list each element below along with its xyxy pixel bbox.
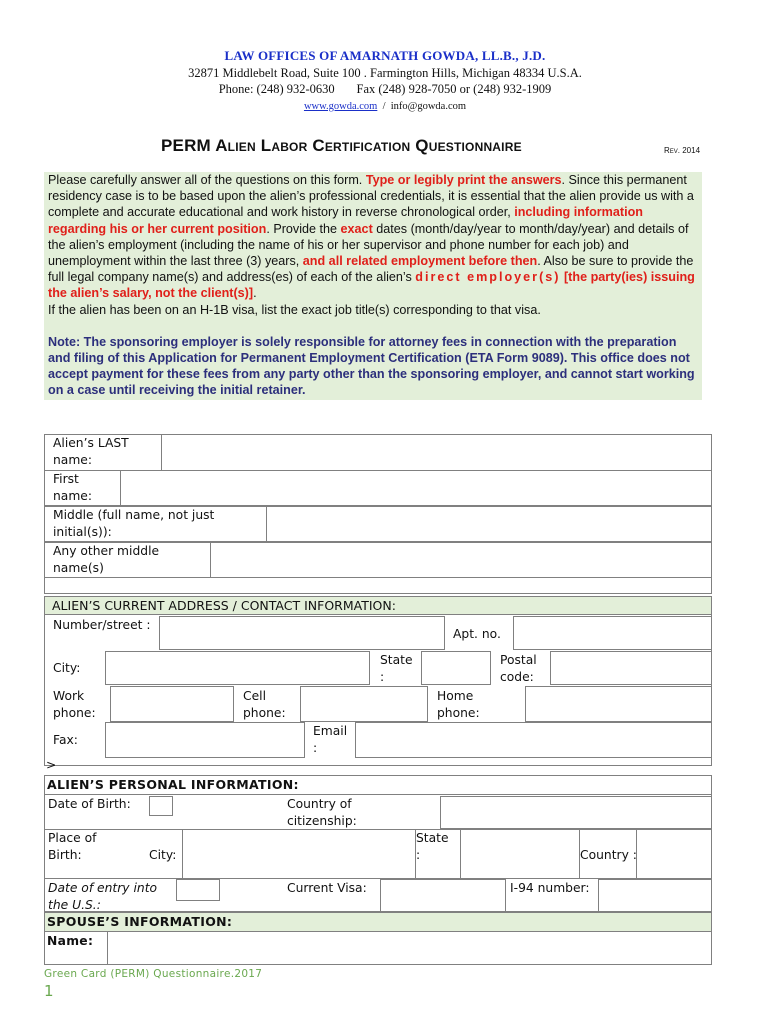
postal-code-label: Postal code: [500, 653, 537, 684]
first-name-input[interactable] [120, 470, 712, 506]
other-middle-input[interactable] [210, 542, 712, 578]
fax-label: Fax: [53, 733, 78, 747]
pob-country-input[interactable] [636, 829, 712, 879]
address-section-header: ALIEN’S CURRENT ADDRESS / CONTACT INFORMATION: [44, 596, 712, 615]
first-name-label: First name: [53, 472, 93, 503]
email-link[interactable]: info@gowda.com [390, 101, 467, 112]
country-citizenship-label: Country of citizenship: [287, 797, 357, 828]
spouse-section-header: SPOUSE’S INFORMATION: [44, 912, 712, 932]
i94-input[interactable] [598, 879, 712, 912]
postal-code-input[interactable] [550, 651, 712, 685]
spouse-name-label: Name: [47, 934, 94, 948]
cell-phone-input[interactable] [300, 686, 428, 722]
email-input[interactable] [355, 722, 712, 758]
cell-phone-label: Cell phone: [243, 689, 286, 720]
home-phone-input[interactable] [525, 686, 712, 722]
fee-note: Note: The sponsoring employer is solely responsible for attorney fees in connection with the preparation and filing of this Application for Permanent Employment Certification (ETA Form 9089). This office does not accept payment for these fees from any party other than the sponsoring employer, and cannot start working on a case until receiving the initial retainer. [48, 334, 695, 398]
dob-label: Date of Birth: [48, 797, 131, 811]
firm-address: 32871 Middlebelt Road, Suite 100 . Farmington Hills, Michigan 48334 U.S.A. [188, 66, 582, 80]
spouse-name-input[interactable] [107, 931, 712, 965]
work-phone-input[interactable] [110, 686, 234, 722]
page-title: PERM Alien Labor Certification Questionnaire [161, 136, 522, 155]
revision-label: Rev. 2014 [664, 146, 701, 155]
country-citizenship-input[interactable] [440, 796, 712, 829]
i94-label: I-94 number: [510, 881, 590, 895]
city-label: City: [53, 661, 81, 675]
personal-section-header: ALIEN’S PERSONAL INFORMATION: [44, 775, 712, 795]
pob-country-label: Country : [580, 848, 637, 862]
fax-input[interactable] [105, 722, 305, 758]
state-label: State : [380, 653, 413, 684]
stray-mark: > [46, 758, 57, 772]
number-street-label: Number/street : [53, 618, 151, 632]
firm-phone-fax [0, 82, 770, 97]
instructions-box [44, 172, 702, 400]
home-phone-label: Home phone: [437, 689, 480, 720]
footer-doc-name: Green Card (PERM) Questionnaire.2017 [44, 968, 263, 980]
current-visa-input[interactable] [380, 879, 506, 912]
date-entry-label: Date of entry into the U.S.: [48, 881, 158, 912]
state-input[interactable] [421, 651, 491, 685]
pob-city-input[interactable] [182, 829, 416, 879]
city-input[interactable] [105, 651, 370, 685]
middle-name-input[interactable] [266, 506, 712, 542]
last-name-label: Alien’s LAST name: [53, 436, 129, 467]
firm-web-links [0, 101, 770, 112]
place-of-birth-label: Place of Birth: [48, 831, 97, 862]
date-entry-input[interactable] [176, 879, 220, 901]
other-middle-label: Any other middle name(s) [53, 544, 160, 575]
phone-fax-text: Phone: (248) 932-0630 Fax (248) 928-7050 or (248) 932-1909 [218, 82, 552, 96]
apt-no-input[interactable] [513, 616, 712, 650]
website-link[interactable]: www.gowda.com [303, 101, 378, 112]
instructions-paragraph: Please carefully answer all of the questions on this form. Type or legibly print the answers. Since this permanent residency case is to be based upon the alien’s professional credentials, it is essential that the alien provide us with a complete and accurate educational and work history in reverse chronological order, including information regarding his or her current position. Provide the exact dates (month/day/year to month/day/year) and details of the alien’s employment (including the name of his or her supervisor and phone number for each job) and unemployment within the last three (3) years, and all related employment before then. Also be sure to provide the full legal company name(s) and address(es) of each of the alien’s direct employer(s) [the party(ies) issuing the alien’s salary, not the client(s)]. [48, 173, 695, 301]
pob-state-label: State : [416, 831, 449, 862]
work-phone-label: Work phone: [53, 689, 96, 720]
apt-no-label: Apt. no. [453, 627, 501, 641]
dob-input[interactable] [149, 796, 173, 816]
number-street-input[interactable] [159, 616, 445, 650]
email-label: Email : [313, 724, 348, 755]
h1b-instruction: If the alien has been on an H-1B visa, list the exact job title(s) corresponding to that visa. [48, 302, 541, 317]
firm-name: LAW OFFICES OF AMARNATH GOWDA, LL.B., J.D. [224, 48, 546, 63]
current-visa-label: Current Visa: [287, 881, 367, 895]
link-separator: / [382, 101, 386, 112]
middle-name-label: Middle (full name, not just initial(s)): [53, 508, 215, 539]
pob-city-label: City: [149, 848, 177, 862]
page-number: 1 [44, 982, 54, 1000]
pob-state-input[interactable] [460, 829, 580, 879]
last-name-input[interactable] [161, 434, 712, 471]
